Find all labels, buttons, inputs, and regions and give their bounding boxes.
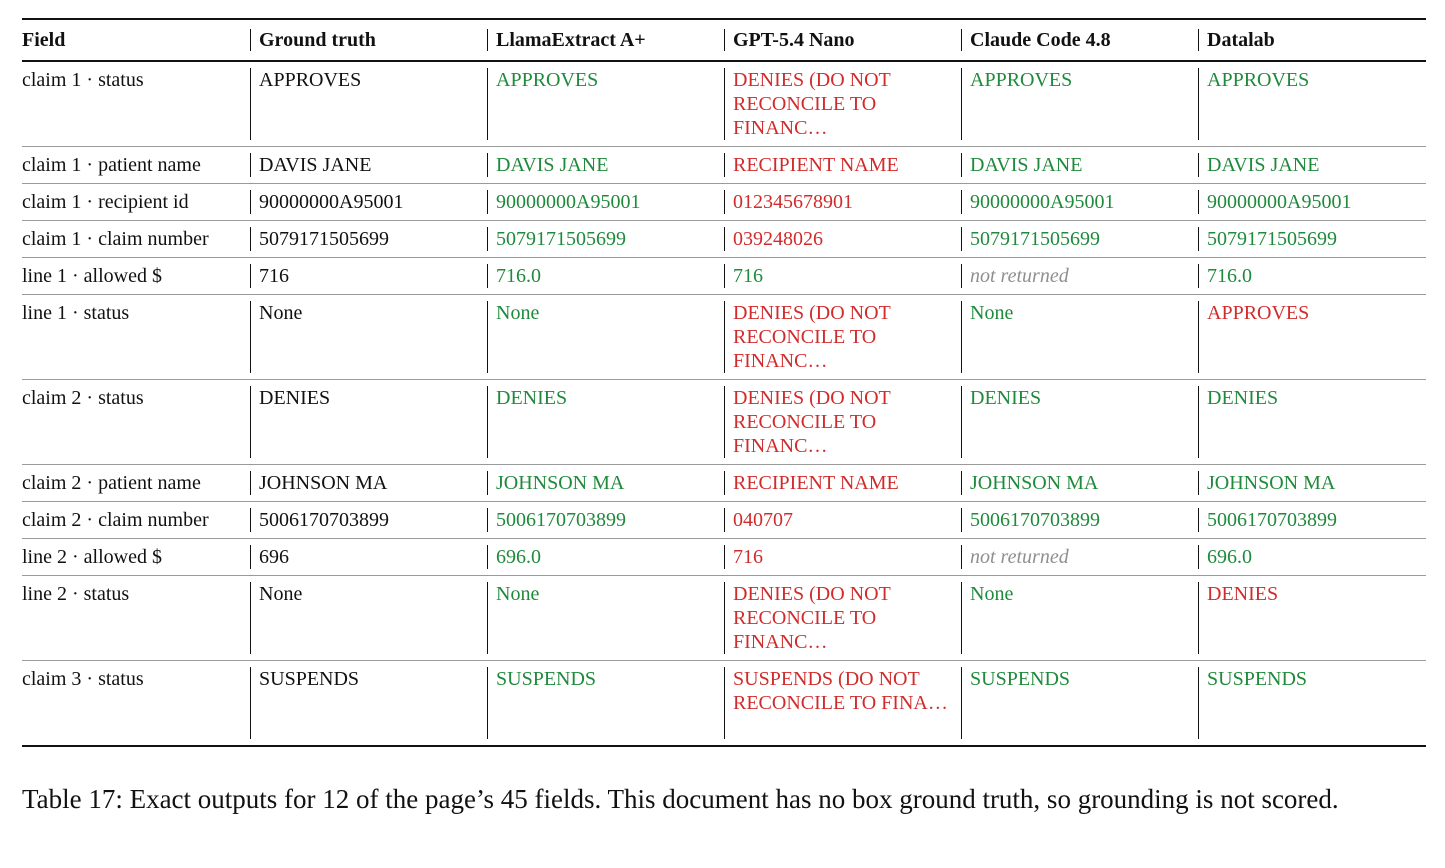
header-datalab: Datalab [1198, 19, 1426, 61]
gpt-nano-cell: SUSPENDS (DO NOT RECONCILE TO FINA… [724, 661, 961, 747]
table-row [22, 295, 1426, 380]
datalab-cell: APPROVES [1198, 295, 1426, 380]
datalab-cell: DENIES [1198, 380, 1426, 465]
table-row [22, 380, 1426, 465]
header-field: Field [22, 29, 66, 51]
gpt-nano-cell: RECIPIENT NAME [724, 147, 961, 184]
llamaextract-cell: JOHNSON MA [487, 465, 724, 502]
ground-truth-cell: 5079171505699 [250, 221, 487, 258]
field-cell: claim 3 · status [22, 668, 144, 690]
header-gpt-nano: GPT-5.4 Nano [724, 19, 961, 61]
extraction-results-table [22, 18, 1426, 747]
gpt-nano-cell: 716 [724, 258, 961, 295]
datalab-cell: 90000000A95001 [1198, 184, 1426, 221]
llamaextract-cell: APPROVES [487, 61, 724, 147]
table-row [22, 61, 1426, 147]
field-cell: line 1 · status [22, 302, 130, 324]
field-cell: claim 2 · status [22, 387, 144, 409]
table-row [22, 539, 1426, 576]
header-ground-truth: Ground truth [250, 19, 487, 61]
gpt-nano-cell: DENIES (DO NOT RECONCILE TO FINANC… [724, 380, 961, 465]
field-cell: claim 2 · claim number [22, 509, 209, 531]
table-row [22, 258, 1426, 295]
datalab-cell: DENIES [1198, 576, 1426, 661]
table-row [22, 661, 1426, 747]
ground-truth-cell: 696 [250, 539, 487, 576]
field-cell: claim 1 · status [22, 69, 144, 91]
llamaextract-cell: None [487, 576, 724, 661]
llamaextract-cell: 5079171505699 [487, 221, 724, 258]
field-cell: line 2 · status [22, 583, 130, 605]
claude-code-cell: 90000000A95001 [961, 184, 1198, 221]
llamaextract-cell: None [487, 295, 724, 380]
datalab-cell: JOHNSON MA [1198, 465, 1426, 502]
datalab-cell: 716.0 [1198, 258, 1426, 295]
gpt-nano-cell: 012345678901 [724, 184, 961, 221]
claude-code-cell: not returned [961, 539, 1198, 576]
datalab-cell: 5079171505699 [1198, 221, 1426, 258]
field-cell: line 1 · allowed $ [22, 265, 162, 287]
claude-code-cell: APPROVES [961, 61, 1198, 147]
table-row [22, 576, 1426, 661]
ground-truth-cell: None [250, 576, 487, 661]
field-cell: claim 2 · patient name [22, 472, 201, 494]
table-row [22, 147, 1426, 184]
claude-code-cell: None [961, 576, 1198, 661]
field-cell: claim 1 · claim number [22, 228, 209, 250]
table-row [22, 184, 1426, 221]
datalab-cell: 5006170703899 [1198, 502, 1426, 539]
claude-code-cell: DENIES [961, 380, 1198, 465]
table-body [22, 61, 1426, 746]
claude-code-cell: None [961, 295, 1198, 380]
datalab-cell: APPROVES [1198, 61, 1426, 147]
llamaextract-cell: 716.0 [487, 258, 724, 295]
gpt-nano-cell: DENIES (DO NOT RECONCILE TO FINANC… [724, 295, 961, 380]
ground-truth-cell: SUSPENDS [250, 661, 487, 747]
results-table-container [22, 18, 1426, 747]
ground-truth-cell: 716 [250, 258, 487, 295]
table-row [22, 502, 1426, 539]
ground-truth-cell: DAVIS JANE [250, 147, 487, 184]
llamaextract-cell: DAVIS JANE [487, 147, 724, 184]
llamaextract-cell: 5006170703899 [487, 502, 724, 539]
table-row [22, 221, 1426, 258]
datalab-cell: DAVIS JANE [1198, 147, 1426, 184]
ground-truth-cell: JOHNSON MA [250, 465, 487, 502]
gpt-nano-cell: DENIES (DO NOT RECONCILE TO FINANC… [724, 576, 961, 661]
llamaextract-cell: 90000000A95001 [487, 184, 724, 221]
field-cell: claim 1 · recipient id [22, 191, 189, 213]
llamaextract-cell: 696.0 [487, 539, 724, 576]
gpt-nano-cell: 716 [724, 539, 961, 576]
claude-code-cell: not returned [961, 258, 1198, 295]
field-cell: claim 1 · patient name [22, 154, 201, 176]
claude-code-cell: SUSPENDS [961, 661, 1198, 747]
table-caption: Table 17: Exact outputs for 12 of the page’s 45 fields. This document has no box ground truth, so grounding is not scored. [22, 784, 1339, 814]
header-llamaextract: LlamaExtract A+ [487, 19, 724, 61]
gpt-nano-cell: 040707 [724, 502, 961, 539]
ground-truth-cell: APPROVES [250, 61, 487, 147]
gpt-nano-cell: RECIPIENT NAME [724, 465, 961, 502]
table-row [22, 465, 1426, 502]
table-header [22, 19, 1426, 61]
claude-code-cell: 5006170703899 [961, 502, 1198, 539]
gpt-nano-cell: DENIES (DO NOT RECONCILE TO FINANC… [724, 61, 961, 147]
ground-truth-cell: DENIES [250, 380, 487, 465]
gpt-nano-cell: 039248026 [724, 221, 961, 258]
field-cell: line 2 · allowed $ [22, 546, 162, 568]
datalab-cell: SUSPENDS [1198, 661, 1426, 747]
claude-code-cell: DAVIS JANE [961, 147, 1198, 184]
ground-truth-cell: 5006170703899 [250, 502, 487, 539]
claude-code-cell: 5079171505699 [961, 221, 1198, 258]
header-row [22, 19, 1426, 61]
claude-code-cell: JOHNSON MA [961, 465, 1198, 502]
ground-truth-cell: 90000000A95001 [250, 184, 487, 221]
header-claude-code: Claude Code 4.8 [961, 19, 1198, 61]
llamaextract-cell: DENIES [487, 380, 724, 465]
ground-truth-cell: None [250, 295, 487, 380]
llamaextract-cell: SUSPENDS [487, 661, 724, 747]
datalab-cell: 696.0 [1198, 539, 1426, 576]
